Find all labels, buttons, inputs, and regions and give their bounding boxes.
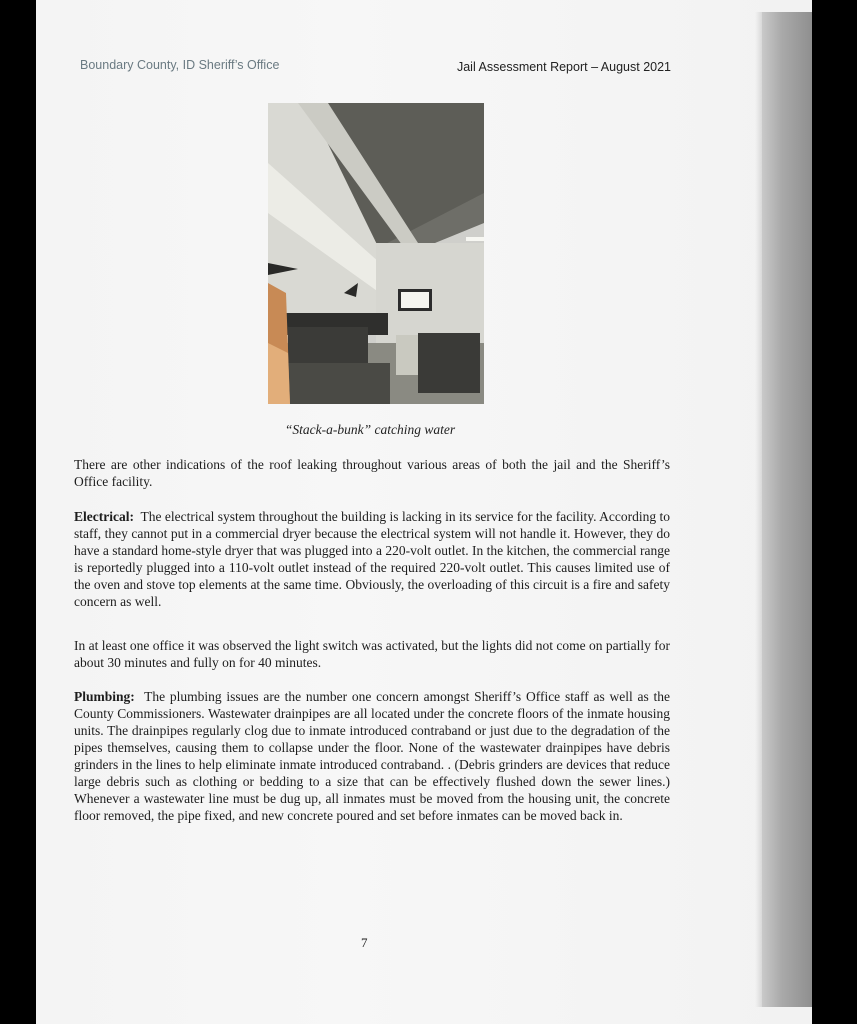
page-edge [762,12,812,1007]
paragraph-lights [74,637,670,671]
paragraph-roof-text: There are other indications of the roof leaking throughout various areas of both the jail and the Sheriff’s Office facility. [74,457,670,489]
header-report-title: Jail Assessment Report – August 2021 [456,60,671,74]
header-organization: Boundary County, ID Sheriff’s Office [80,58,280,72]
paragraph-plumbing-text [74,688,670,824]
figure-caption: “Stack-a-bunk” catching water [284,422,456,437]
photo-illustration [268,103,484,404]
paragraph-plumbing [74,688,670,824]
electrical-heading: Electrical: [74,509,134,524]
paragraph-electrical-text [74,508,670,610]
electrical-body: The electrical system throughout the building is lacking in its service for the facility. According to staff, they cannot put in a commercial dryer because the electrical system will not handle it. However, they do have a standard home-style dryer that was plugged into a 220-volt outlet. In the kitchen, the commercial range is reportedly plugged into a 110-volt outlet instead of the required 220-volt outlet. This causes limited use of the oven and stove top elements at the same time. Obviously, the overloading of this circuit is a fire and safety concern as well. [74,509,670,609]
plumbing-heading: Plumbing: [74,689,135,704]
paragraph-roof [74,456,670,490]
paragraph-electrical [74,508,670,610]
plumbing-body: The plumbing issues are the number one concern amongst Sheriff’s Office staff as well as the County Commissioners. Wastewater drainpipes are all located under the concrete floors of the inmate housing units. The drainpipes regularly clog due to inmate introduced contraband or just due to the degradation of the pipes themselves, causing them to collapse under the floor. None of the wastewater drainpipes have debris grinders in the lines to help eliminate inmate introduced contraband. . (Debris grinders are devices that reduce large debris such as clothing or bedding to a size that can be effectively flushed down the sewer lines.) Whenever a wastewater line must be dug up, all inmates must be moved from the housing unit, the concrete floor removed, the pipe fixed, and new concrete poured and set before inmates can be moved back in. [74,689,671,823]
paragraph-lights-text: In at least one office it was observed the light switch was activated, but the lights did not come on partially for about 30 minutes and fully on for 40 minutes. [74,638,670,670]
stack-a-bunk-photo [268,103,484,404]
page-number: 7 [361,935,368,950]
